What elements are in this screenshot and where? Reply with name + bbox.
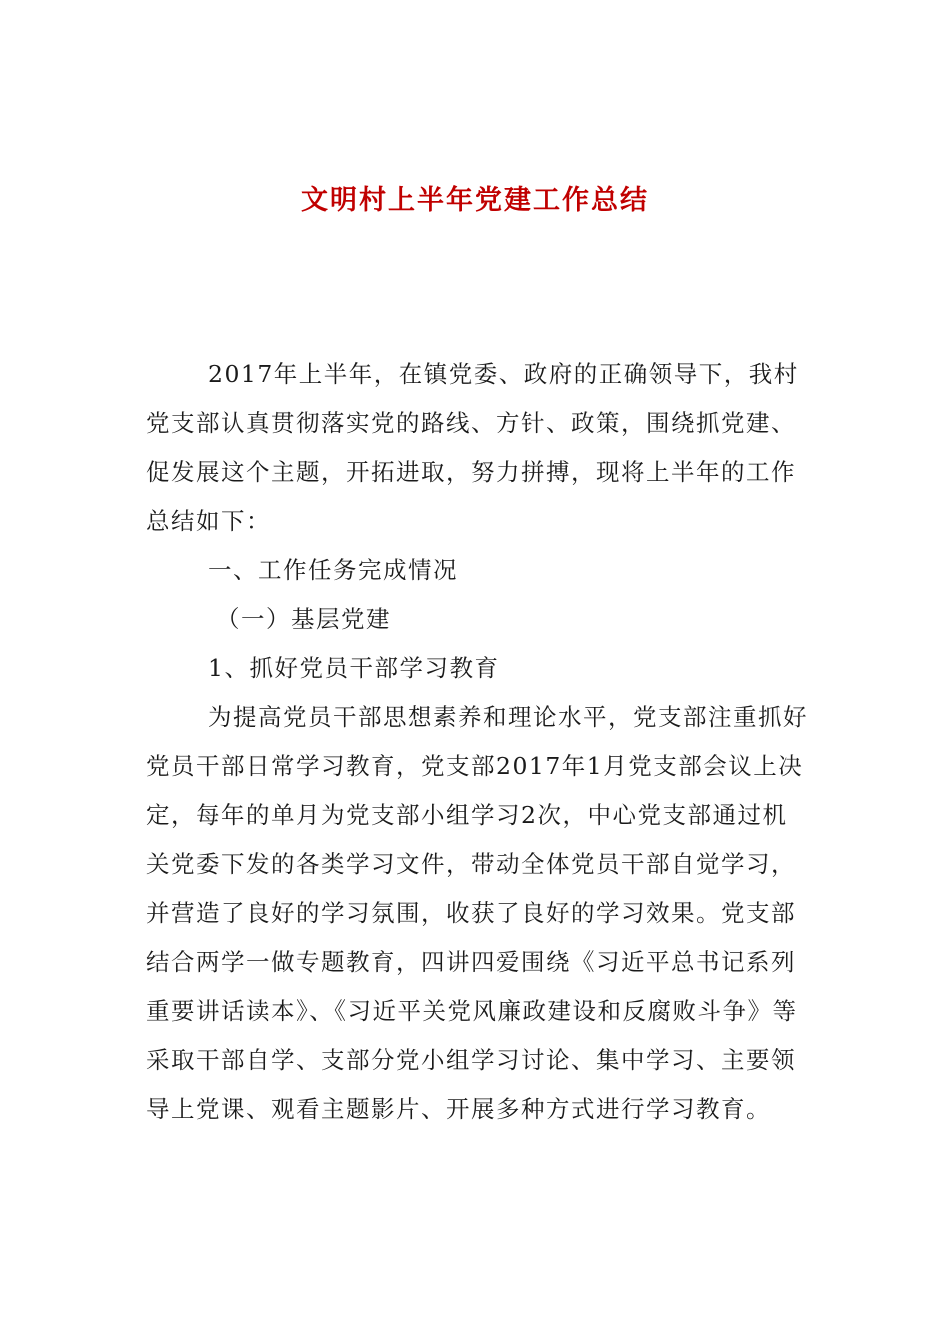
document-body	[146, 350, 811, 1134]
intro-paragraph: 2017年上半年，在镇党委、政府的正确领导下，我村党支部认真贯彻落实党的路线、方针、政策，围绕抓党建、促发展这个主题，开拓进取，努力拼搏，现将上半年的工作总结如下：	[146, 360, 799, 535]
document-title: 文明村上半年党建工作总结	[301, 185, 649, 216]
item-body-paragraph: 为提高党员干部思想素养和理论水平，党支部注重抓好党员干部日常学习教育，党支部2017年1月党支部会议上决定，每年的单月为党支部小组学习2次，中心党支部通过机关党委下发的各类学习文件，带动全体党员干部自觉学习，并营造了良好的学习氛围，收获了良好的学习效果。党支部结合两学一做专题教育，四讲四爱围绕《习近平总书记系列重要讲话读本》、《习近平关党风廉政建设和反腐败斗争》等采取干部自学、支部分党小组学习讨论、集中学习、主要领导上党课、观看主题影片、开展多种方式进行学习教育。	[146, 703, 808, 1123]
section-heading: 一、工作任务完成情况	[208, 556, 458, 584]
subsection-heading: （一）基层党建	[216, 605, 391, 633]
item-heading: 1、抓好党员干部学习教育	[208, 654, 500, 682]
